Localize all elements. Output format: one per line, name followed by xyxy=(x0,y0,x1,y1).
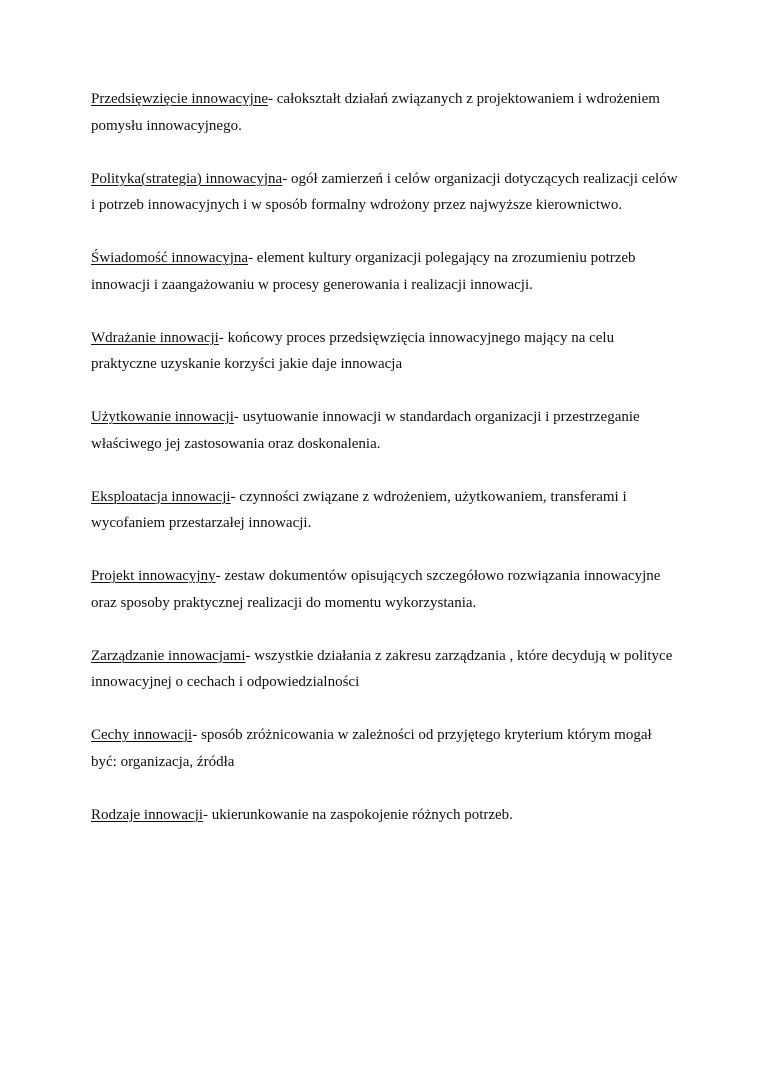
definition-entry xyxy=(91,802,681,829)
definition-term: Użytkowanie innowacji xyxy=(91,409,234,425)
definition-entry xyxy=(91,86,681,139)
definition-text: - ogół zamierzeń i celów organizacji dotyczących realizacji celów i potrzeb innowacyjnych i w sposób formalny wdrożony przez najwyższe kierownictwo. xyxy=(91,170,678,213)
definition-term: Projekt innowacyjny xyxy=(91,568,216,584)
definition-entry xyxy=(91,404,681,457)
definition-text: - czynności związane z wdrożeniem, użytkowaniem, transferami i wycofaniem przestarzałej innowacji. xyxy=(91,488,627,531)
definition-term: Przedsięwzięcie innowacyjne xyxy=(91,91,269,107)
definitions-list xyxy=(91,86,681,855)
definition-text: - końcowy proces przedsięwzięcia innowacyjnego mający na celu praktyczne uzyskanie korzyści jakie daje innowacja xyxy=(91,329,615,372)
definition-entry xyxy=(91,722,681,775)
definition-term: Rodzaje innowacji xyxy=(91,806,204,823)
definition-text: - element kultury organizacji polegający na zrozumieniu potrzeb innowacji i zaangażowaniu w procesy generowania i realizacji innowacji. xyxy=(91,250,636,293)
definition-text: - sposób zróżnicowania w zależności od przyjętego kryterium którym mogał być: organizacja, źródła xyxy=(91,727,652,770)
definition-entry xyxy=(91,563,681,616)
definition-entry xyxy=(91,484,681,537)
definition-term: Eksploatacja innowacji xyxy=(91,488,231,505)
definition-text: - całokształt działań związanych z projektowaniem i wdrożeniem pomysłu innowacyjnego. xyxy=(91,91,660,134)
definition-term: Świadomość innowacyjna xyxy=(91,250,249,266)
definition-term: Zarządzanie innowacjami xyxy=(91,647,246,664)
definition-entry xyxy=(91,325,681,378)
definition-text: - wszystkie działania z zakresu zarządzania , które decydują w polityce innowacyjnej o cechach i odpowiedzialności xyxy=(91,647,673,690)
definition-term: Cechy innowacji xyxy=(91,727,193,743)
definition-term: Wdrażanie innowacji xyxy=(91,329,219,346)
definition-entry xyxy=(91,166,681,219)
definition-entry xyxy=(91,245,681,298)
definition-text: - ukierunkowanie na zaspokojenie różnych potrzeb. xyxy=(203,806,513,823)
definition-text: - usytuowanie innowacji w standardach organizacji i przestrzeganie właściwego jej zastosowania oraz doskonalenia. xyxy=(91,409,640,452)
definition-entry xyxy=(91,643,681,696)
definition-text: - zestaw dokumentów opisujących szczegółowo rozwiązania innowacyjne oraz sposoby praktycznej realizacji do momentu wykorzystania. xyxy=(91,568,661,611)
definition-term: Polityka(strategia) innowacyjna xyxy=(91,170,283,187)
